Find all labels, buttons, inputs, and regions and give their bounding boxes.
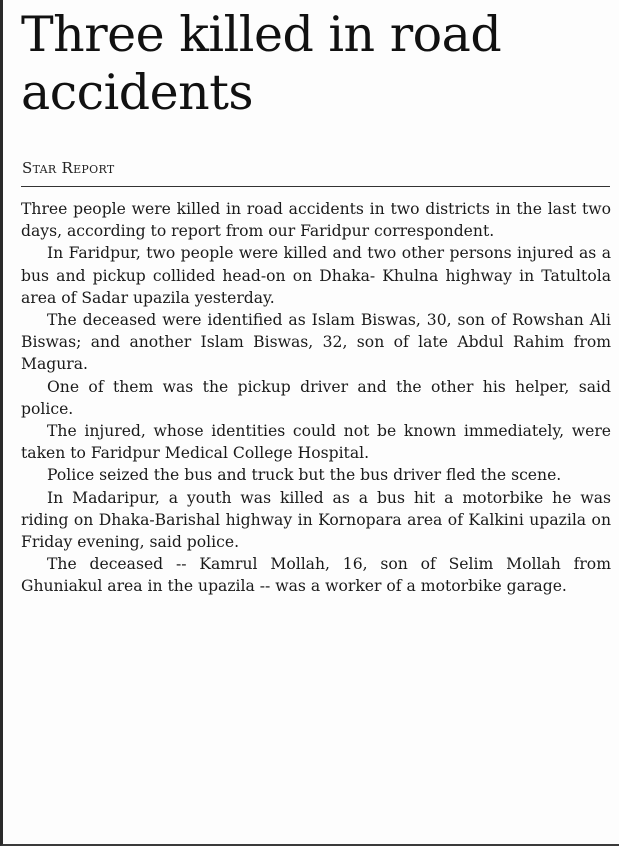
article-paragraph: Police seized the bus and truck but the bus driver fled the scene.	[47, 466, 562, 485]
article-paragraph: The injured, whose identities could not be known immediately, were taken to Faridpur Medical College Hospital.	[21, 422, 611, 463]
article-body	[21, 198, 611, 598]
byline-divider	[21, 186, 610, 187]
headline: Three killed in road accidents	[21, 6, 502, 121]
article-paragraph: In Madaripur, a youth was killed as a bus hit a motorbike he was riding on Dhaka-Barishal highway in Kornopara area of Kalkini upazila on Friday evening, said police.	[21, 488, 611, 552]
article-paragraph: The deceased were identified as Islam Biswas, 30, son of Rowshan Ali Biswas; and another Islam Biswas, 32, son of late Abdul Rahim from Magura.	[21, 311, 611, 374]
byline: Star Report	[22, 159, 115, 177]
article-paragraph: The deceased -- Kamrul Mollah, 16, son of Selim Mollah from Ghuniakul area in the upazila -- was a worker of a motorbike garage.	[21, 555, 611, 596]
article-paragraph: In Faridpur, two people were killed and two other persons injured as a bus and pickup collided head-on on Dhaka- Khulna highway in Tatultola area of Sadar upazila yesterday.	[21, 244, 611, 307]
article-paragraph: Three people were killed in road accidents in two districts in the last two days, according to report from our Faridpur correspondent.	[21, 200, 611, 241]
article-paragraph: One of them was the pickup driver and the other his helper, said police.	[21, 377, 611, 418]
